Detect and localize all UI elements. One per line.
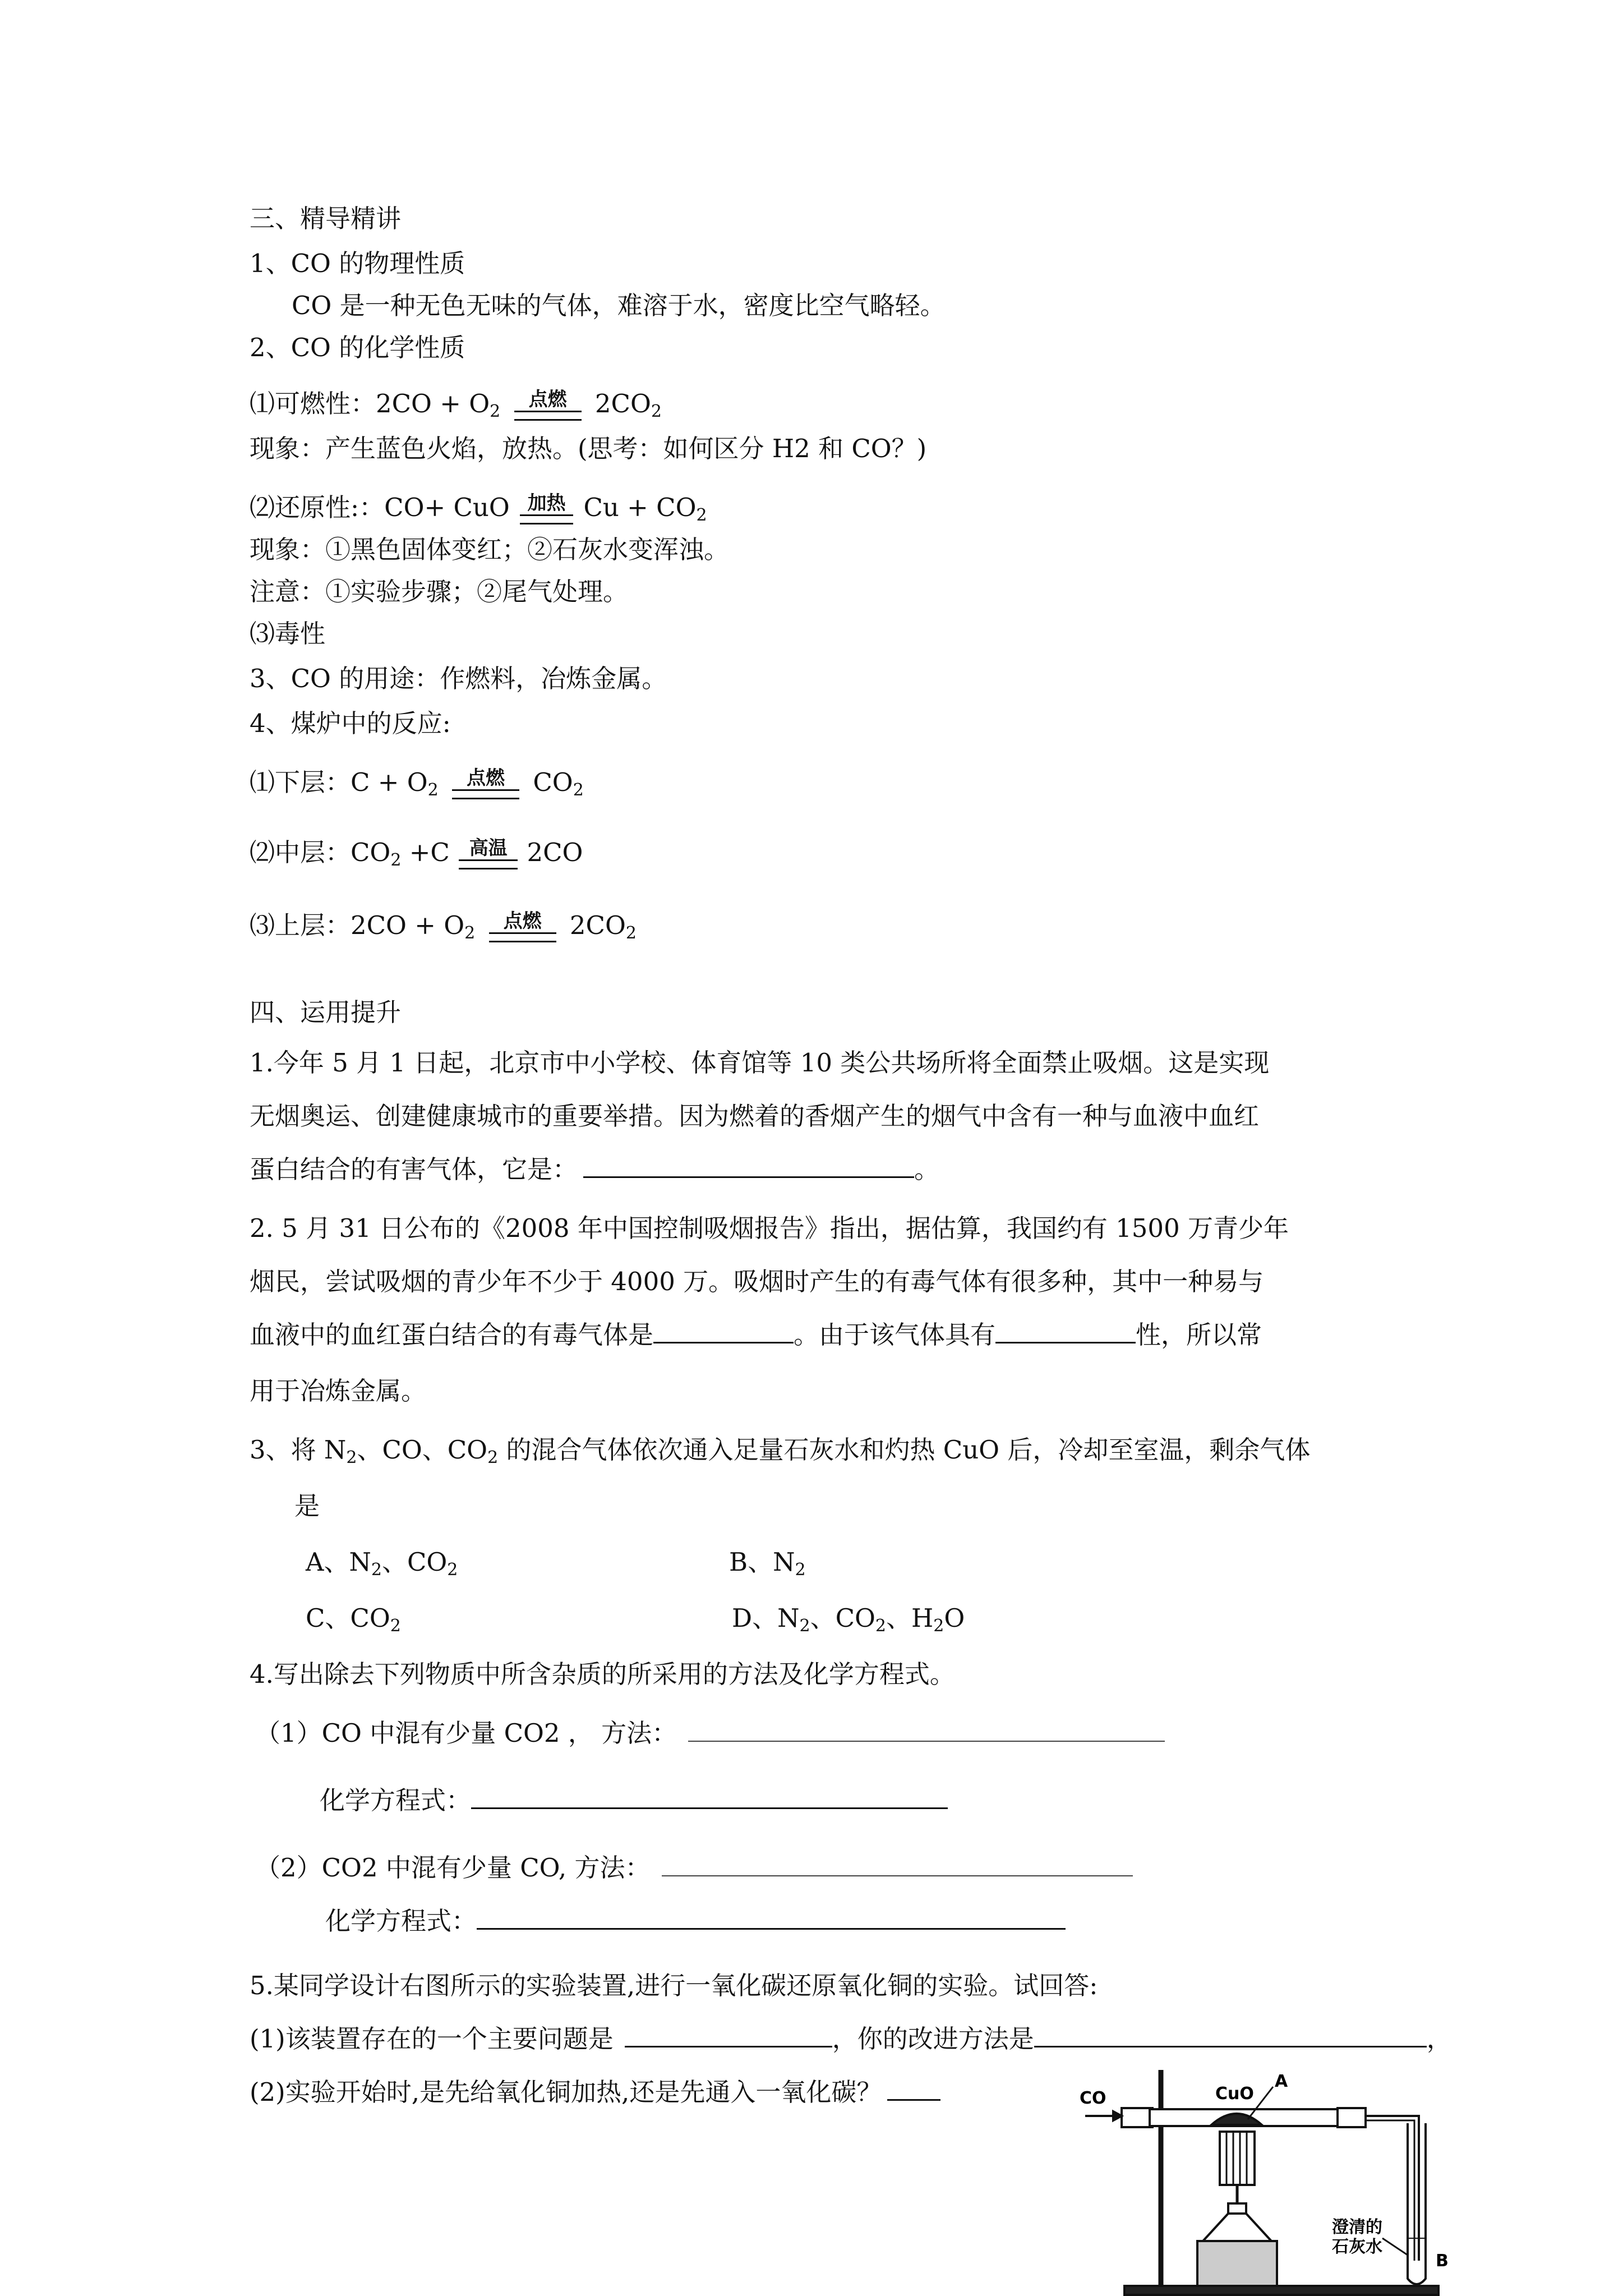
toxicity: ⑶毒性 [250,619,326,648]
question-2-line-3: 血液中的血红蛋白结合的有毒气体是 。由于该气体具有 性，所以常 [250,1320,1262,1350]
co-chemical-title: 2、CO 的化学性质 [250,333,465,362]
label-limewater-1: 澄清的 [1332,2217,1382,2237]
option-a[interactable]: A、$N_2$、$CO_2$ [306,1547,458,1580]
question-2-line-4: 用于冶炼金属。 [250,1376,427,1406]
lamp-body [1203,2214,1271,2241]
answer-blank[interactable] [653,1319,794,1343]
stove-reactions-title: 4、煤炉中的反应: [250,708,451,738]
answer-blank[interactable] [471,1785,948,1809]
question-1-line-1: 1.今年 5 月 1 日起，北京市中小学校、体育馆等 10 类公共场所将全面禁止吸烟。这是实现 [250,1048,1270,1078]
upper-layer-equation: ⑶上层：$2CO + O_2$ 点燃 $2CO_2$ [250,910,637,943]
question-4-2-equation: 化学方程式： [325,1904,1066,1938]
wire-gauze [1220,2132,1255,2185]
answer-blank[interactable] [995,1319,1136,1343]
reaction-condition-arrow: 加热 [520,493,573,524]
question-4-1-equation: 化学方程式： [320,1784,948,1818]
question-2-line-1: 2. 5 月 31 日公布的《2008 年中国控制吸烟报告》指出，据估算，我国约有 1500 万青少年 [250,1213,1289,1243]
co-inlet-arrowhead [1113,2111,1122,2120]
middle-layer-equation: ⑵中层：$CO_2 +C$ 高温 2CO [250,837,583,870]
co-uses: 3、CO 的用途：作燃料，冶炼金属。 [250,664,667,693]
option-d[interactable]: D、$N_2$、$CO_2$、$H_2O$ [732,1603,965,1636]
lower-layer-equation: ⑴下层：$C + O_2$ 点燃 $CO_2$ [250,767,584,800]
reaction-condition-arrow: 点燃 [489,911,556,942]
answer-blank[interactable] [477,1906,1066,1930]
question-5-part-2: (2)实验开始时,是先给氧化铜加热,还是先通入一氧化碳？ [250,2076,940,2109]
answer-blank[interactable] [688,1718,1165,1742]
question-4-1-method: （1）CO 中混有少量 CO2 ， 方法： [255,1717,1165,1750]
outlet-stopper [1338,2108,1366,2127]
option-b[interactable]: B、$N_2$ [729,1547,806,1580]
answer-blank[interactable] [583,1154,914,1178]
stand-base [1124,2286,1438,2295]
question-1-line-3: 蛋白结合的有害气体，它是： 。 [250,1154,940,1184]
label-cuo: CuO [1215,2084,1254,2104]
answer-blank[interactable] [625,2023,832,2047]
test-tube [1408,2123,1426,2284]
reaction-condition-arrow: 高温 [459,838,518,869]
question-5-part-1: (1)该装置存在的一个主要问题是 ，你的改进方法是 ， [250,2024,1452,2054]
question-4-2-method: （2）CO2 中混有少量 CO, 方法： [255,1851,1133,1885]
lamp-neck [1228,2203,1246,2214]
combustion-equation: ⑴可燃性：$2CO + O_2$ 点燃 $2CO_2$ [250,388,662,421]
reduction-phenomenon: 现象：①黑色固体变红；②石灰水变浑浊。 [250,535,730,564]
answer-blank[interactable] [662,1853,1133,1876]
lamp-block [1197,2241,1277,2286]
co-physical-title: 1、CO 的物理性质 [250,249,465,278]
answer-blank[interactable] [887,2077,940,2101]
question-5-title: 5.某同学设计右图所示的实验装置,进行一氧化碳还原氧化铜的实验。试回答: [250,1971,1098,2000]
limewater-pointer [1382,2238,1408,2255]
option-c[interactable]: C、$CO_2$ [306,1603,401,1636]
question-1-line-2: 无烟奥运、创建健康城市的重要举措。因为燃着的香烟产生的烟气中含有一种与血液中血红 [250,1101,1260,1131]
reaction-condition-arrow: 点燃 [452,768,519,799]
section-four-title: 四、运用提升 [250,997,402,1027]
combustion-phenomenon: 现象：产生蓝色火焰，放热。(思考：如何区分 H2 和 CO？) [250,434,927,463]
reaction-condition-arrow: 点燃 [514,389,582,421]
label-co: CO [1080,2088,1106,2108]
question-2-line-2: 烟民，尝试吸烟的青少年不少于 4000 万。吸烟时产生的有毒气体有很多种，其中一种易与 [250,1267,1264,1296]
label-limewater-2: 石灰水 [1332,2237,1382,2257]
answer-blank[interactable] [1034,2023,1427,2047]
question-3-line-1: 3、将 $N_2$、CO、$CO_2$ 的混合气体依次通入足量石灰水和灼热 CuO 后，冷却至室温，剩余气体 [250,1435,1311,1467]
label-a: A [1275,2072,1288,2091]
co-physical-text: CO 是一种无色无味的气体，难溶于水，密度比空气略轻。 [292,291,946,320]
question-4-title: 4.写出除去下列物质中所含杂质的所采用的方法及化学方程式。 [250,1659,955,1689]
question-3-line-2: 是 [294,1491,320,1521]
section-three-title: 三、精导精讲 [250,204,402,233]
reduction-note: 注意：①实验步骤；②尾气处理。 [250,577,629,606]
inlet-stopper [1122,2108,1152,2127]
co-reduction-apparatus-figure [1068,2070,1472,2296]
reduction-equation: ⑵还原性:：CO+ CuO 加热 $Cu + CO_2$ [250,492,707,525]
label-b: B [1436,2251,1449,2271]
